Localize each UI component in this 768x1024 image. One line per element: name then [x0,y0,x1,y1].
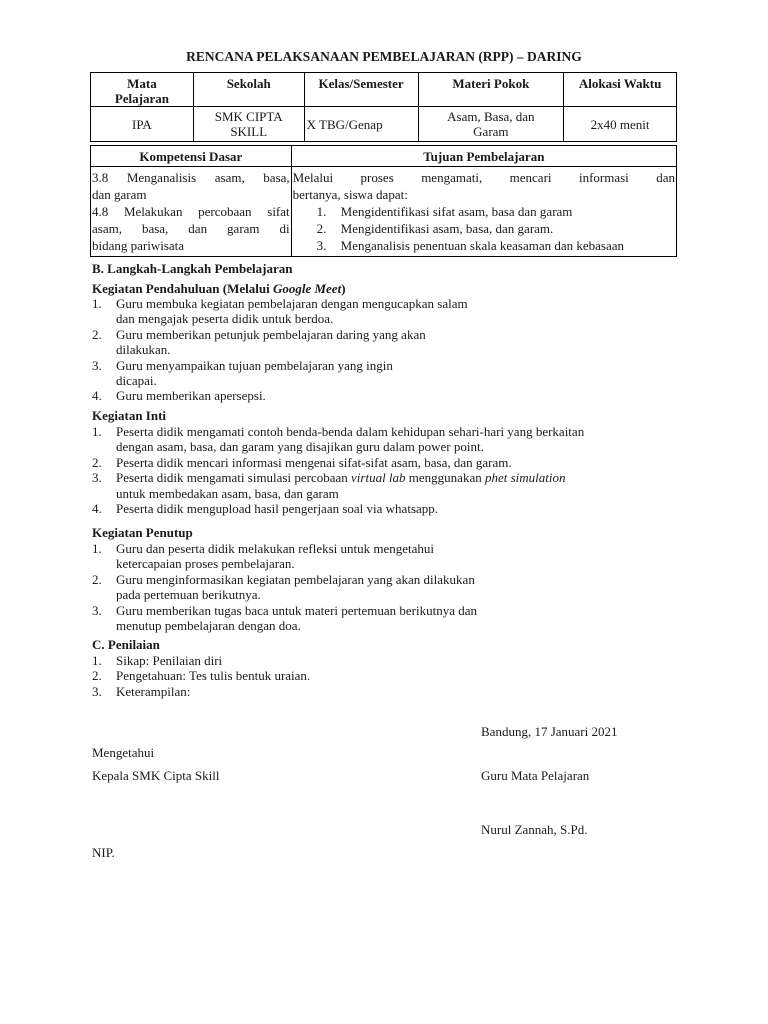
guru-label: Guru Mata Pelajaran [481,768,590,783]
list-item: 4. Guru memberikan apersepsi. [92,388,266,404]
list-item: 3. Guru menyampaikan tujuan pembelajaran yang ingin dicapai. [92,357,393,389]
list-item: 1. Guru membuka kegiatan pembelajaran dengan mengucapkan salam dan mengajak peserta didik untuk berdoa. [92,296,468,327]
header-kelas-semester: Kelas/Semester [304,73,418,107]
section-c-heading: C. Penilaian [92,637,160,652]
nip-label: NIP. [92,845,115,860]
kompetensi-dasar-content [91,167,292,257]
cell-materi: Asam, Basa, dan Garam [418,107,564,142]
header-kompetensi-dasar: Kompetensi Dasar [91,146,292,167]
pendahuluan-list [92,296,692,404]
kd-4-8: 4.8 Melakukan percobaan sifat asam, basa, dan garam di bidang pariwisata [92,204,290,253]
list-item: 3. Peserta didik mengamati simulasi percobaan virtual lab menggunakan phet simulation untuk membedakan asam, basa, dan garam [92,470,566,501]
inti-list [92,424,692,516]
list-item: 1. Guru dan peserta didik melakukan refleksi untuk mengetahui ketercapaian proses pembelajaran. [92,541,435,572]
list-item: 2. Pengetahuan: Tes tulis bentuk uraian. [92,668,311,684]
tp-item: 3. Menganalisis penentuan skala keasaman dan kebasaan [316,238,625,253]
inti-heading: Kegiatan Inti [92,408,167,423]
list-item: 1. Sikap: Penilaian diri [92,653,223,668]
penutup-list [92,541,692,633]
cell-sekolah: SMK CIPTA SKILL [193,107,304,142]
kepala-sekolah-label: Kepala SMK Cipta Skill [92,768,220,783]
list-item: 3. Keterampilan: [92,683,191,699]
penilaian-list [92,653,692,699]
list-item: 1. Peserta didik mengamati contoh benda-benda dalam kehidupan sehari-hari yang berkaitan dengan asam, basa, dan garam yang disajikan guru dalam power point. [92,424,585,455]
cell-mapel: IPA [91,107,194,142]
tp-item: 2. Mengidentifikasi asam, basa, dan garam. [316,221,554,236]
section-b-heading: B. Langkah-Langkah Pembelajaran [92,261,293,276]
mengetahui-label: Mengetahui [92,745,155,760]
tp-item: 1. Mengidentifikasi sifat asam, basa dan garam [316,204,573,219]
competency-table [90,145,677,257]
header-materi-pokok: Materi Pokok [418,73,564,107]
header-tujuan-pembelajaran: Tujuan Pembelajaran [291,146,676,167]
pendahuluan-heading: Kegiatan Pendahuluan (Melalui Google Meet) [92,281,346,296]
tp-intro-line-1: Melalui proses mengamati, mencari informasi dan [292,170,675,185]
cell-kelas: X TBG/Genap [304,107,418,142]
document-title: RENCANA PELAKSANAAN PEMBELAJARAN (RPP) – DARING [186,49,582,64]
list-item: 3. Guru memberikan tugas baca untuk materi pertemuan berikutnya dan menutup pembelajaran dengan doa. [92,602,477,634]
google-meet-label: Google Meet [272,281,342,296]
tp-intro-line-2: bertanya, siswa dapat: [292,187,408,202]
guru-name: Nurul Zannah, S.Pd. [481,822,588,837]
list-item: 2. Guru memberikan petunjuk pembelajaran daring yang akan dilakukan. [92,326,426,358]
place-date: Bandung, 17 Januari 2021 [481,724,618,739]
kd-3-8: 3.8 Menganalisis asam, basa, dan garam [92,170,290,202]
header-mata-pelajaran: Mata Pelajaran [91,73,194,107]
header-sekolah: Sekolah [193,73,304,107]
list-item: 4. Peserta didik mengupload hasil pengerjaan soal via whatsapp. [92,501,439,517]
penutup-heading: Kegiatan Penutup [92,525,193,540]
info-table [90,72,677,142]
tp-list [317,203,675,254]
header-alokasi-waktu: Alokasi Waktu [564,73,677,107]
cell-alokasi: 2x40 menit [564,107,677,142]
tujuan-pembelajaran-content [291,167,676,257]
list-item: 2. Peserta didik mencari informasi mengenai sifat-sifat asam, basa, dan garam. [92,454,512,470]
list-item: 2. Guru menginformasikan kegiatan pembelajaran yang akan dilakukan pada pertemuan berikutnya. [92,571,475,603]
